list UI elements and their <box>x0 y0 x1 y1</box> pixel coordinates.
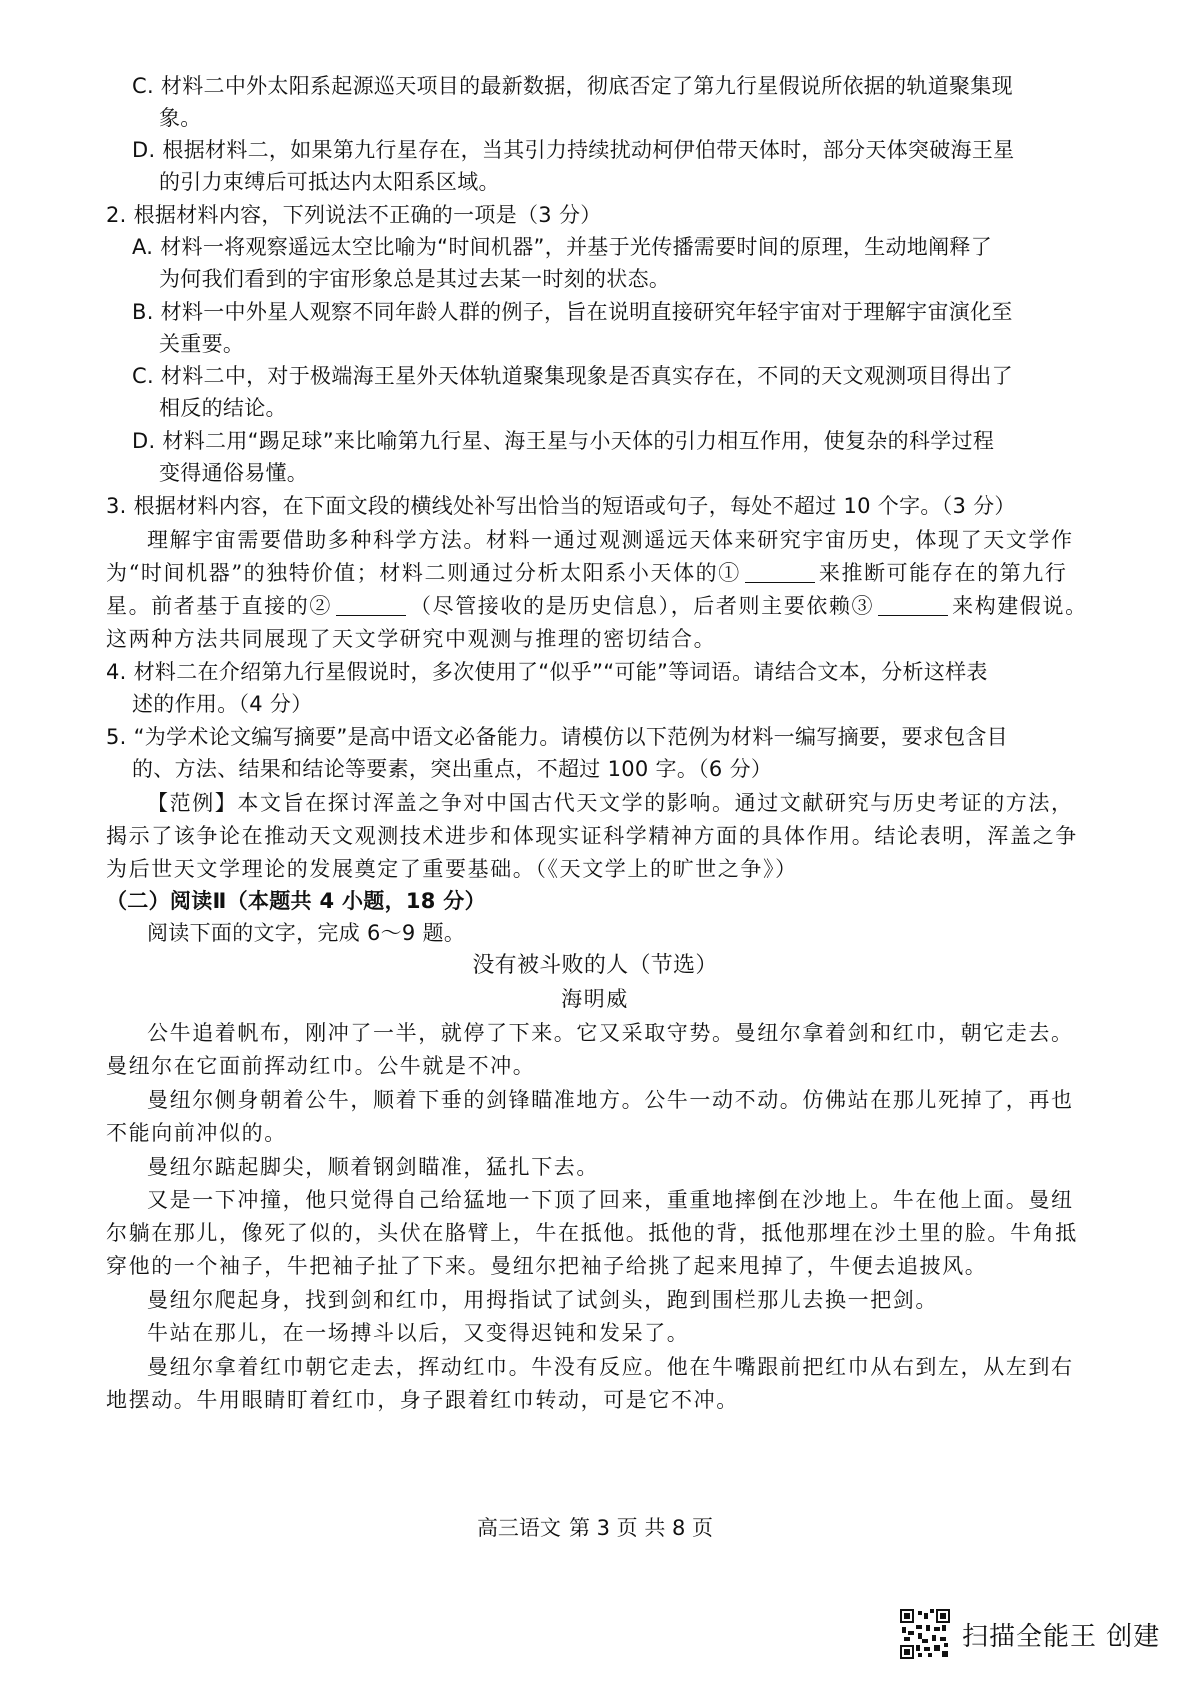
q2-stem: 2. 根据材料内容，下列说法不正确的一项是（3 分） <box>106 203 602 227</box>
story-line-5: 曼纽尔踮起脚尖，顺着钢剑瞄准，猛扎下去。 <box>147 1155 599 1179</box>
q2-option-a-line2: 为何我们看到的宇宙形象总是其过去某一时刻的状态。 <box>159 267 671 291</box>
footer-subject: 高三语文 <box>476 1516 561 1540</box>
q3-passage-line3 <box>106 591 1088 621</box>
story-line-3: 曼纽尔侧身朝着公牛，顺着下垂的剑锋瞄准地方。公牛一动不动。仿佛站在那儿死掉了，再也 <box>147 1088 1074 1112</box>
answer-blank-1[interactable] <box>745 562 815 583</box>
story-line-1: 公牛追着帆布，刚冲了一半，就停了下来。它又采取守势。曼纽尔拿着剑和红巾，朝它走去。 <box>147 1021 1074 1045</box>
q4-line1: 4. 材料二在介绍第九行星假说时，多次使用了“似乎”“可能”等词语。请结合文本，分析这样表 <box>106 660 988 684</box>
q4-line2: 述的作用。（4 分） <box>132 692 313 716</box>
story-title: 没有被斗败的人（节选） <box>472 953 718 978</box>
q2-option-c-line2: 相反的结论。 <box>159 396 287 420</box>
footer-page-number: 第 3 页 共 8 页 <box>568 1516 714 1540</box>
q5-example-line3: 为后世天文学理论的发展奠定了重要基础。（《天文学上的旷世之争》） <box>106 857 798 881</box>
q3-passage-line1: 理解宇宙需要借助多种科学方法。材料一通过观测遥远天体来研究宇宙历史，体现了天文学作 <box>147 528 1074 552</box>
story-line-8: 穿他的一个袖子，牛把袖子扯了下来。曼纽尔把袖子给挑了起来甩掉了，牛便去追披风。 <box>106 1254 988 1278</box>
story-line-10: 牛站在那儿，在一场搏斗以后，又变得迟钝和发呆了。 <box>147 1321 690 1345</box>
scanner-watermark-text: 扫描全能王 创建 <box>962 1621 1161 1652</box>
q2-option-d-line2: 变得通俗易懂。 <box>159 461 309 485</box>
story-line-9: 曼纽尔爬起身，找到剑和红巾，用拇指试了试剑头，跑到围栏那儿去换一把剑。 <box>147 1288 938 1312</box>
page-footer <box>0 1513 1190 1543</box>
q1-option-c-line2: 象。 <box>159 106 202 130</box>
q5-line1: 5. “为学术论文编写摘要”是高中语文必备能力。请模仿以下范例为材料一编写摘要，要求包含目 <box>106 725 1008 749</box>
story-author: 海明威 <box>561 987 629 1011</box>
q3-passage-line3-text-b: （尽管接收的是历史信息），后者则主要依赖③ <box>410 594 875 618</box>
q1-option-d-line1: D. 根据材料二，如果第九行星存在，当其引力持续扰动柯伊伯带天体时，部分天体突破海王星 <box>132 138 1015 162</box>
q3-passage-line3-text-c: 来构建假说。 <box>952 594 1088 618</box>
qr-code-icon <box>900 1609 950 1659</box>
story-line-12: 地摆动。牛用眼睛盯着红巾，身子跟着红巾转动，可是它不冲。 <box>106 1388 739 1412</box>
story-line-2: 曼纽尔在它面前挥动红巾。公牛就是不冲。 <box>106 1054 536 1078</box>
section-2-instruction: 阅读下面的文字，完成 6～9 题。 <box>147 921 466 945</box>
story-line-6: 又是一下冲撞，他只觉得自己给猛地一下顶了回来，重重地摔倒在沙地上。牛在他上面。曼纽 <box>147 1188 1074 1212</box>
q1-option-d-line2: 的引力束缚后可抵达内太阳系区域。 <box>159 170 500 194</box>
q3-passage-line4: 这两种方法共同展现了天文学研究中观测与推理的密切结合。 <box>106 627 717 651</box>
answer-blank-2[interactable] <box>336 595 406 616</box>
q3-stem: 3. 根据材料内容，在下面文段的横线处补写出恰当的短语或句子，每处不超过 10 个字。（3 分） <box>106 494 1016 518</box>
q3-passage-line2-text-a: 为“时间机器”的独特价值；材料二则通过分析太阳系小天体的① <box>106 561 741 585</box>
section-2-heading: （二）阅读Ⅱ（本题共 4 小题，18 分） <box>106 889 486 913</box>
q1-option-c-line1: C. 材料二中外太阳系起源巡天项目的最新数据，彻底否定了第九行星假说所依据的轨道聚集现 <box>132 74 1013 98</box>
q2-option-b-line1: B. 材料一中外星人观察不同年龄人群的例子，旨在说明直接研究年轻宇宙对于理解宇宙演化至 <box>132 300 1013 324</box>
q5-line2: 的、方法、结果和结论等要素，突出重点，不超过 100 字。（6 分） <box>132 757 773 781</box>
q3-passage-line2 <box>106 558 1067 588</box>
q2-option-a-line1: A. 材料一将观察遥远太空比喻为“时间机器”，并基于光传播需要时间的原理，生动地阐释了 <box>132 235 993 259</box>
q2-option-d-line1: D. 材料二用“踢足球”来比喻第九行星、海王星与小天体的引力相互作用，使复杂的科学过程 <box>132 429 995 453</box>
q5-example-line2: 揭示了该争论在推动天文观测技术进步和体现实证科学精神方面的具体作用。结论表明，浑盖之争 <box>106 824 1078 848</box>
q5-example-line1: 【范例】本文旨在探讨浑盖之争对中国古代天文学的影响。通过文献研究与历史考证的方法， <box>147 791 1074 815</box>
story-line-11: 曼纽尔拿着红巾朝它走去，挥动红巾。牛没有反应。他在牛嘴跟前把红巾从右到左，从左到右 <box>147 1355 1074 1379</box>
q2-option-c-line1: C. 材料二中，对于极端海王星外天体轨道聚集现象是否真实存在，不同的天文观测项目得出了 <box>132 364 1013 388</box>
scanner-watermark <box>900 1608 1160 1660</box>
story-line-4: 不能向前冲似的。 <box>106 1121 287 1145</box>
q3-passage-line2-text-b: 来推断可能存在的第九行 <box>818 561 1068 585</box>
answer-blank-3[interactable] <box>878 595 948 616</box>
q2-option-b-line2: 关重要。 <box>159 332 245 356</box>
story-line-7: 尔躺在那儿，像死了似的，头伏在胳臂上，牛在抵他。抵他的背，抵他那埋在沙土里的脸。牛角抵 <box>106 1221 1078 1245</box>
q3-passage-line3-text-a: 星。前者基于直接的② <box>106 594 332 618</box>
